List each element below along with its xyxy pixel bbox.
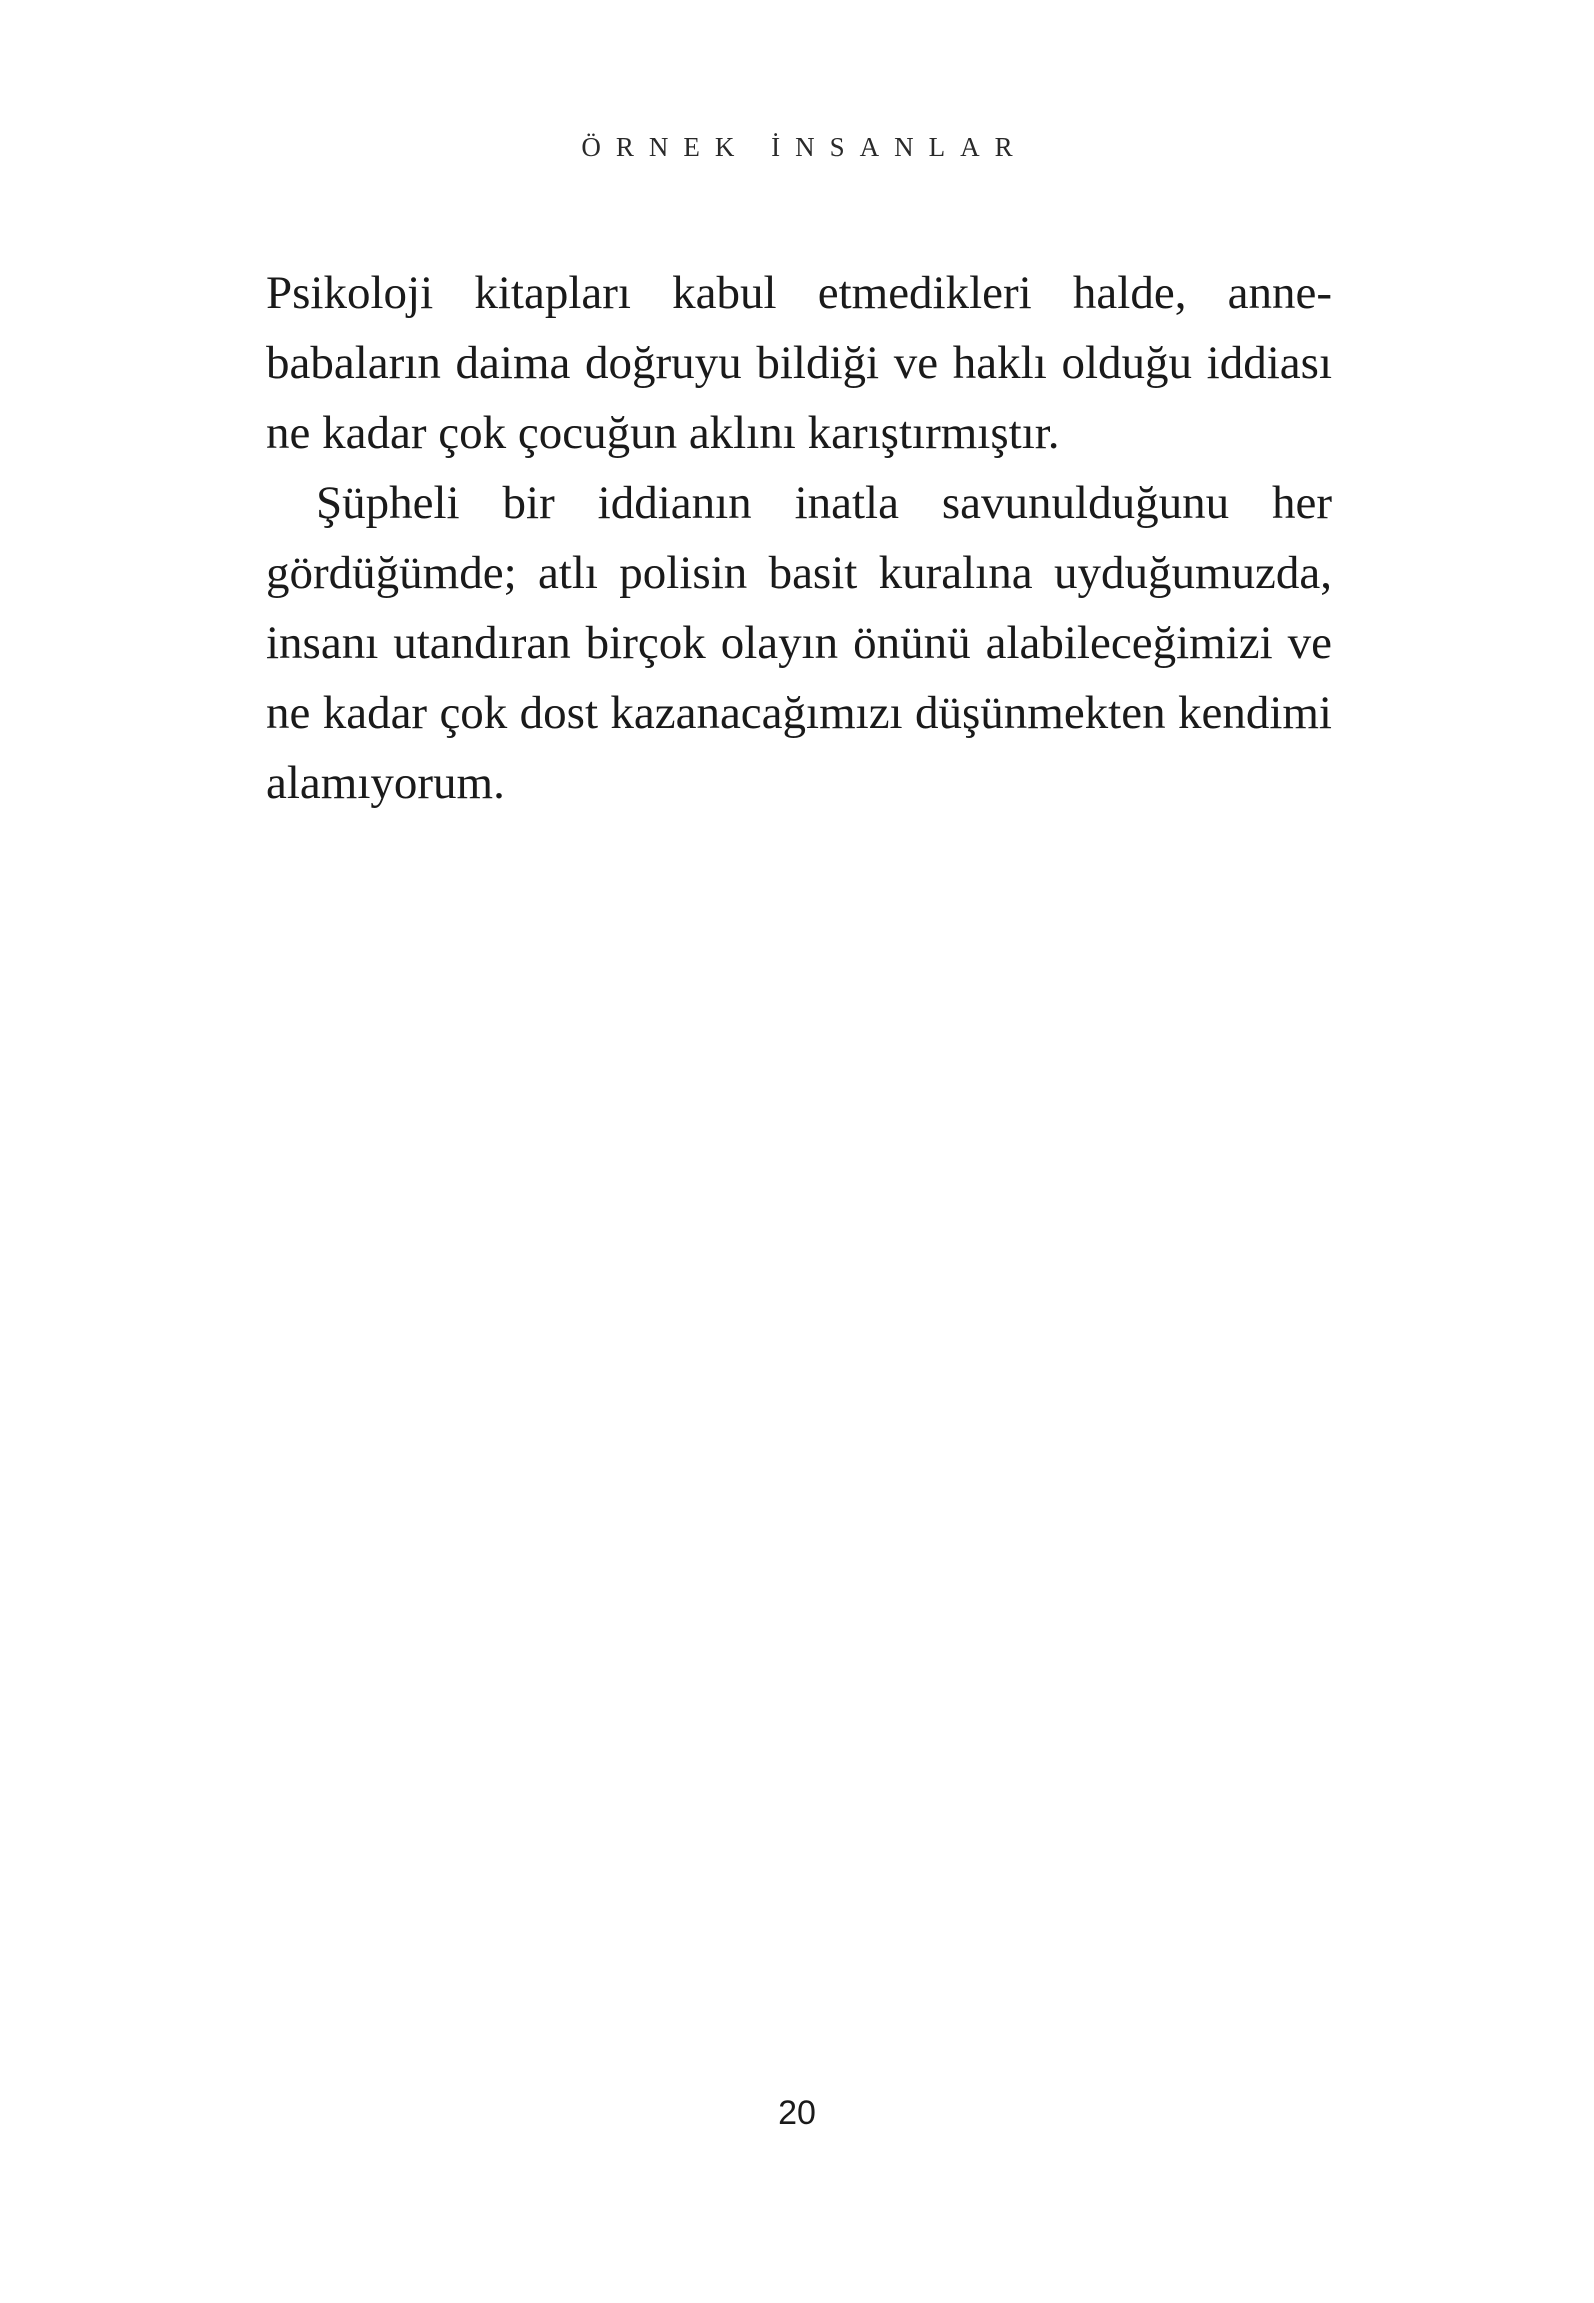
paragraph-2: Şüpheli bir iddianın inatla savunulduğunu her gördüğümde; atlı polisin basit kuralına uyduğumuzda, insanı utandıran birçok olayın önünü alabileceğimizi ve ne kadar çok dost kazanacağımızı düşünmekten kendimi alamıyorum. <box>266 477 1332 809</box>
paragraph-1: Psikoloji kitapları kabul etmedikleri halde, anne-babaların daima doğruyu bildiği ve haklı olduğu iddiası ne kadar çok çocuğun aklını karıştırmıştır. <box>266 267 1332 459</box>
running-head: ÖRNEK İNSANLAR <box>581 132 1028 162</box>
page-number: 20 <box>778 2094 816 2132</box>
body-text <box>266 258 1332 818</box>
